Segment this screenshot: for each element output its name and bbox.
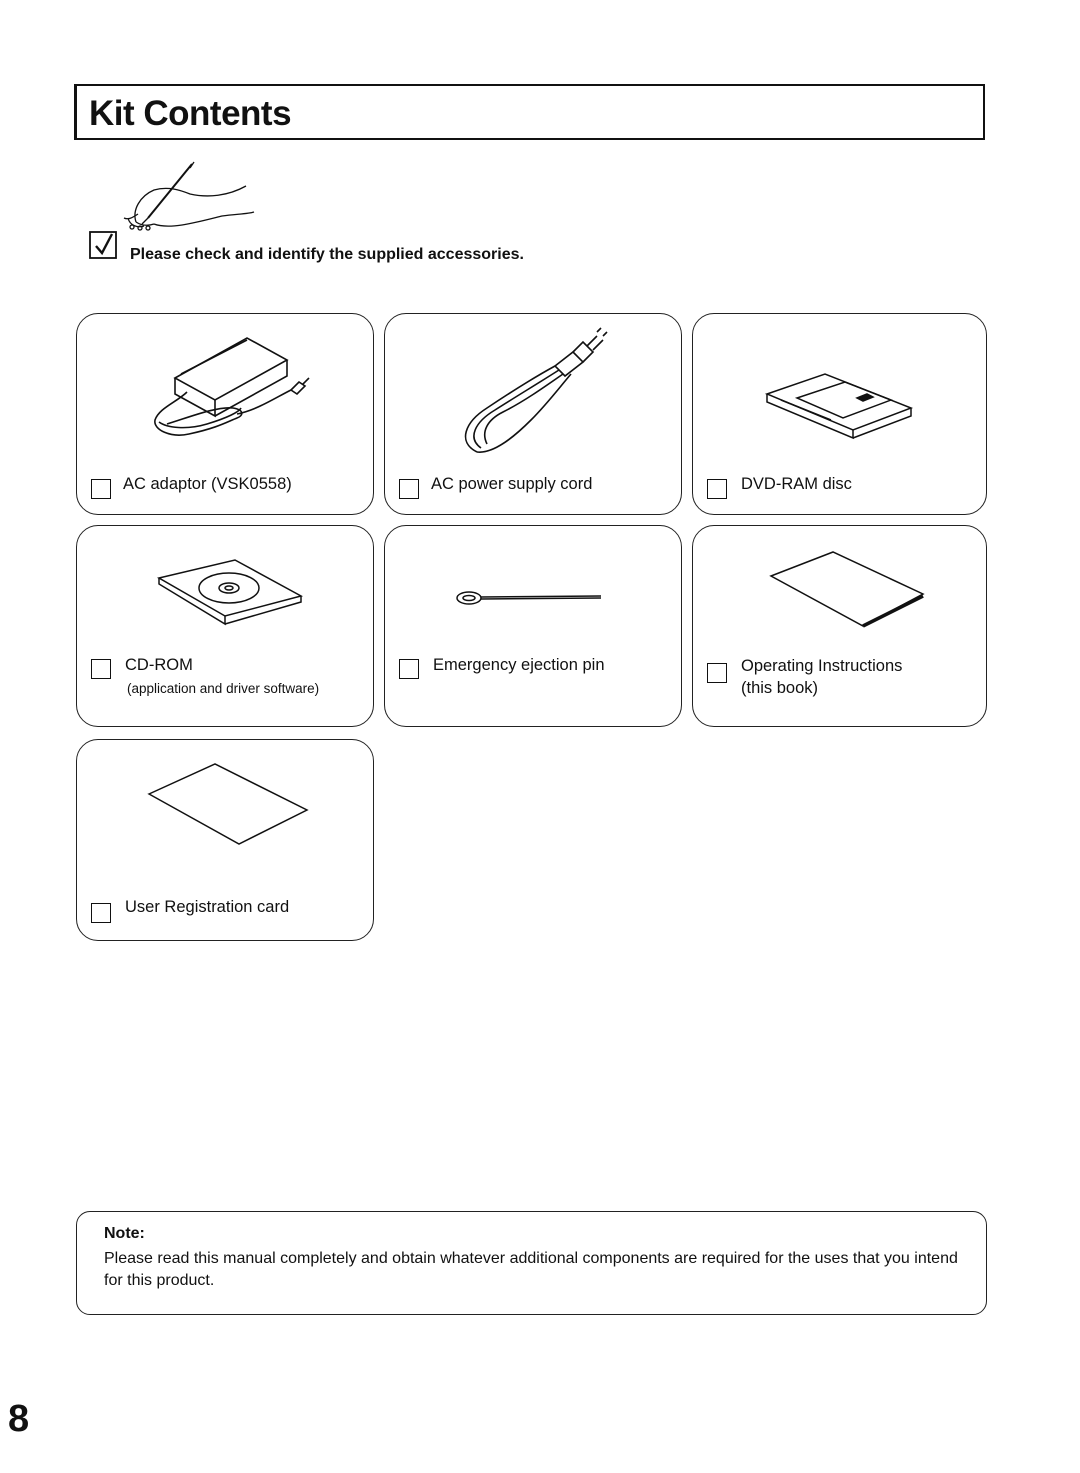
checkbox-icon[interactable] bbox=[91, 479, 111, 499]
checkbox-icon[interactable] bbox=[91, 903, 111, 923]
checkbox-icon[interactable] bbox=[399, 659, 419, 679]
item-label-dvd-ram: DVD-RAM disc bbox=[741, 475, 852, 493]
page-number: 8 bbox=[8, 1398, 30, 1440]
page-title: Kit Contents bbox=[89, 94, 292, 133]
power-cord-icon bbox=[447, 322, 627, 462]
note-text: Please read this manual completely and obtain whatever additional components are required for the uses that you intend for this product. bbox=[104, 1250, 958, 1289]
item-label-user-registration: User Registration card bbox=[125, 898, 290, 916]
check-instruction: Please check and identify the supplied accessories. bbox=[130, 246, 524, 263]
item-card-ejection-pin bbox=[384, 525, 682, 727]
item-sublabel-operating-instructions: (this book) bbox=[741, 679, 819, 697]
checkbox-icon[interactable] bbox=[91, 659, 111, 679]
item-card-ac-adaptor bbox=[76, 313, 374, 515]
operating-instructions-book-icon bbox=[767, 550, 927, 630]
cd-rom-icon bbox=[155, 556, 305, 636]
checkbox-icon[interactable] bbox=[707, 663, 727, 683]
dvd-ram-disc-icon bbox=[761, 370, 931, 460]
title-box bbox=[74, 84, 985, 140]
item-label-ac-adaptor: AC adaptor (VSK0558) bbox=[123, 475, 292, 493]
checkbox-icon[interactable] bbox=[707, 479, 727, 499]
item-label-cd-rom: CD-ROM bbox=[125, 656, 193, 674]
item-card-cd-rom bbox=[76, 525, 374, 727]
item-sublabel-cd-rom: (application and driver software) bbox=[127, 681, 320, 696]
item-label-power-cord: AC power supply cord bbox=[431, 475, 593, 493]
note-box bbox=[76, 1211, 987, 1315]
ejection-pin-icon bbox=[455, 583, 605, 613]
item-card-power-cord bbox=[384, 313, 682, 515]
note-title: Note: bbox=[104, 1225, 145, 1242]
checkbox-icon[interactable] bbox=[399, 479, 419, 499]
item-card-operating-instructions bbox=[692, 525, 987, 727]
registration-card-icon bbox=[143, 760, 313, 850]
item-card-dvd-ram bbox=[692, 313, 987, 515]
item-card-user-registration bbox=[76, 739, 374, 941]
item-label-operating-instructions: Operating Instructions bbox=[741, 657, 903, 675]
ac-adaptor-icon bbox=[147, 328, 327, 448]
item-label-ejection-pin: Emergency ejection pin bbox=[433, 656, 605, 674]
